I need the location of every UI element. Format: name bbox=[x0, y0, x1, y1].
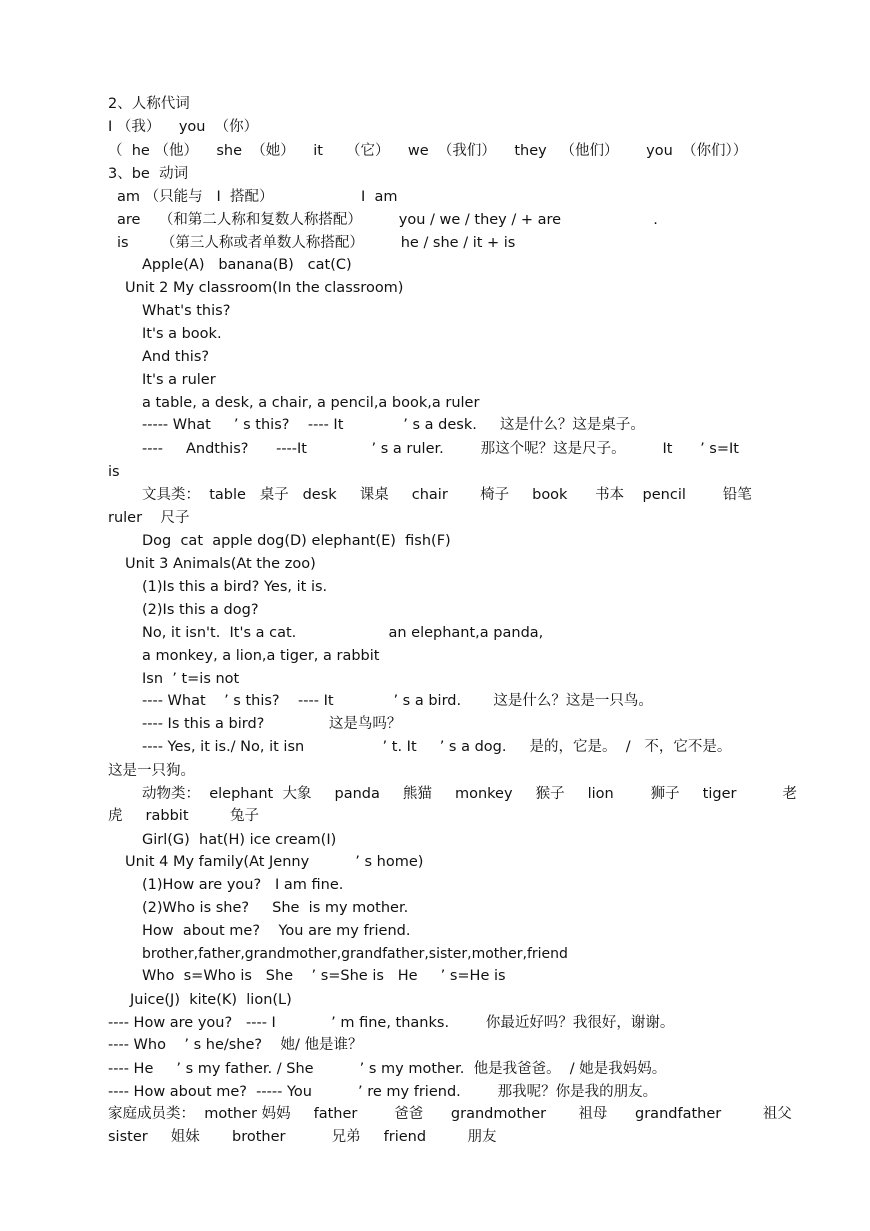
dialogue-line: ---- Yes, it is./ No, it isn ’ t. It ’ s a dog. 是的，它是。 / 不，它不是。 bbox=[142, 739, 732, 755]
text-line: (1)Is this a bird? Yes, it is. bbox=[142, 579, 328, 595]
text-line: Isn ’ t=is not bbox=[142, 671, 240, 687]
text-line: Apple(A) banana(B) cat(C) bbox=[142, 257, 352, 273]
text-line: I （我） you （你） bbox=[108, 119, 259, 135]
text-line: a monkey, a lion,a tiger, a rabbit bbox=[142, 648, 380, 664]
text-line: Who s=Who is She ’ s=She is He ’ s=He is bbox=[142, 968, 506, 984]
text-line: a table, a desk, a chair, a pencil,a book,a ruler bbox=[142, 395, 480, 411]
text-line: No, it isn't. It's a cat. an elephant,a panda, bbox=[142, 625, 544, 641]
text-line: are （和第二人称和复数人称搭配） you / we / they / + are . bbox=[117, 212, 658, 228]
text-line: （ he （他） she （她） it （它） we （我们） they （他们） you （你们）） bbox=[108, 143, 748, 159]
vocab-line: 虎 rabbit 兔子 bbox=[108, 808, 259, 824]
dialogue-line: ---- Who ’ s he/she? 她/ 他是谁？ bbox=[108, 1037, 363, 1053]
dialogue-line: ---- Is this a bird? 这是鸟吗？ bbox=[142, 716, 402, 732]
text-line: 这是一只狗。 bbox=[108, 763, 195, 779]
text-line: (2)Who is she? She is my mother. bbox=[142, 900, 409, 916]
text-line: am （只能与 I 搭配） I am bbox=[117, 189, 398, 205]
vocab-line: sister 姐妹 brother 兄弟 friend 朋友 bbox=[108, 1129, 497, 1145]
heading-unit-4: Unit 4 My family(At Jenny ’ s home) bbox=[125, 854, 424, 870]
text-line: is bbox=[108, 464, 120, 480]
text-line: What's this? bbox=[142, 303, 231, 319]
dialogue-line: ---- He ’ s my father. / She ’ s my mother. 他是我爸爸。 / 她是我妈妈。 bbox=[108, 1061, 667, 1077]
text-line: How about me? You are my friend. bbox=[142, 923, 411, 939]
text-line: And this? bbox=[142, 349, 210, 365]
dialogue-line: ---- Andthis? ----It ’ s a ruler. 那这个呢？这是尺子。 It ’ s=It bbox=[142, 441, 739, 457]
heading-unit-2: Unit 2 My classroom(In the classroom) bbox=[125, 280, 404, 296]
text-line: It's a ruler bbox=[142, 372, 216, 388]
text-line: Juice(J) kite(K) lion(L) bbox=[130, 992, 292, 1008]
heading-unit-3: Unit 3 Animals(At the zoo) bbox=[125, 556, 316, 572]
text-line: brother,father,grandmother,grandfather,sister,mother,friend bbox=[142, 946, 568, 962]
text-line: (1)How are you? I am fine. bbox=[142, 877, 344, 893]
vocab-line: 动物类： elephant 大象 panda 熊猫 monkey 猴子 lion 狮子 tiger 老 bbox=[142, 786, 798, 802]
vocab-line: 文具类： table 桌子 desk 课桌 chair 椅子 book 书本 pencil 铅笔 bbox=[142, 487, 752, 503]
text-line: It's a book. bbox=[142, 326, 222, 342]
text-line: Dog cat apple dog(D) elephant(E) fish(F) bbox=[142, 533, 451, 549]
text-line: is （第三人称或者单数人称搭配） he / she / it + is bbox=[117, 235, 516, 251]
dialogue-line: ----- What ’ s this? ---- It ’ s a desk. 这是什么？这是桌子。 bbox=[142, 417, 645, 433]
text-line: (2)Is this a dog? bbox=[142, 602, 259, 618]
vocab-line: ruler 尺子 bbox=[108, 510, 190, 526]
text-line: Girl(G) hat(H) ice cream(I) bbox=[142, 832, 337, 848]
vocab-line: 家庭成员类： mother 妈妈 father 爸爸 grandmother 祖母 grandfather 祖父 bbox=[108, 1106, 792, 1122]
heading-be-verb: 3、be 动词 bbox=[108, 166, 189, 182]
dialogue-line: ---- What ’ s this? ---- It ’ s a bird. 这是什么？这是一只鸟。 bbox=[142, 693, 653, 709]
dialogue-line: ---- How are you? ---- I ’ m fine, thanks. 你最近好吗？我很好，谢谢。 bbox=[108, 1015, 675, 1031]
heading-pronouns: 2、人称代词 bbox=[108, 96, 190, 112]
dialogue-line: ---- How about me? ----- You ’ re my friend. 那我呢？你是我的朋友。 bbox=[108, 1084, 658, 1100]
